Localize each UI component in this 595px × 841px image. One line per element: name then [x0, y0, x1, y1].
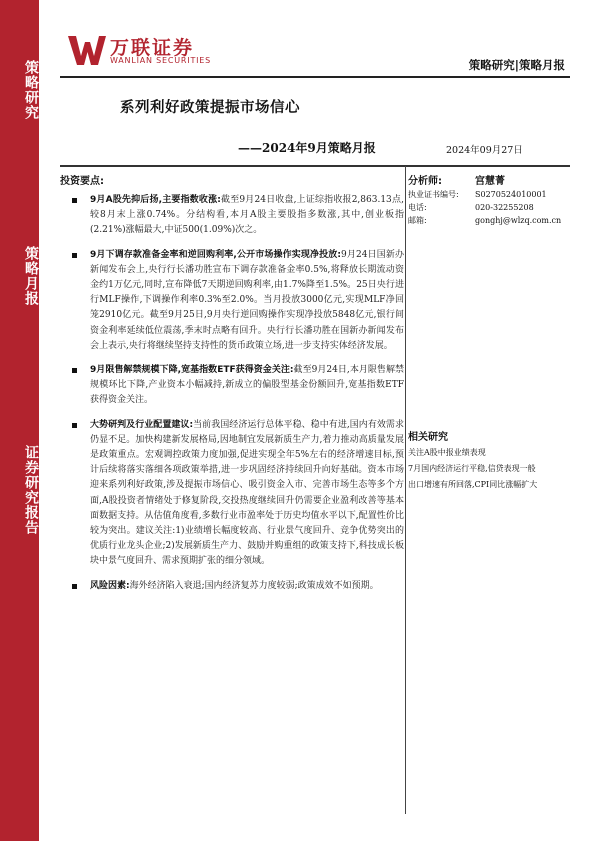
- analyst-info: [408, 172, 570, 227]
- company-logo: [68, 34, 228, 70]
- analyst-email-row: [408, 214, 570, 227]
- related-item[interactable]: 关注A股中报业绩表现: [408, 448, 486, 457]
- cert-value: S0270524010001: [475, 190, 547, 199]
- sidebar: [0, 0, 39, 841]
- point-text: 海外经济陷入衰退;国内经济复苏力度较弱;政策成效不如预期。: [129, 580, 379, 591]
- analyst-name: 宫慧菁: [475, 176, 505, 187]
- phone-value: 020-32255208: [475, 203, 534, 212]
- sidebar-label-strategy-research: 策略研究: [23, 60, 39, 120]
- column-divider: [405, 166, 406, 814]
- email-label: 邮箱:: [408, 216, 427, 225]
- bullet-icon: [72, 253, 77, 258]
- logo-chinese-name: 万联证券: [110, 37, 195, 59]
- point-text: 截至9月24日收盘,上证综指收报2,863.13点,较8月末上涨0.74%。分结构看,本月A股主要股指多数涨,其中,创业板指(2.21%)涨幅最大,中证500(1.09%)次之。: [90, 195, 404, 236]
- point-text: 截至9月24日,本月限售解禁规模环比下降,产业资本小幅减持,新成立的偏股型基金份额回升,宽基指数ETF获得资金关注。: [90, 365, 404, 406]
- phone-label: 电话:: [408, 203, 427, 212]
- report-type: 策略研究|策略月报: [468, 58, 565, 72]
- point-text: 当前我国经济运行总体平稳、稳中有进,国内有效需求仍显不足。加快构建新发展格局,因地制宜发展新质生产力,着力推动高质量发展是政策重点。宏观调控政策力度加强,促进实现全年5%左右的经济增速目标,预计后续将落实落细各项政策举措,进一步巩固经济持续回升向好基础。资本市场迎来系列利好政策,涉及提振市场信心、吸引资金入市、完善市场生态等多个方面,A股投资者情绪处于修复阶段,交投热度继续回升仍需要企业盈利改善等基本面数据支持。从估值角度看,多数行业市盈率处于历史均值水平以下,配置性价比较为突出。建议关注:1)业绩增长幅度较高、行业景气度回升、竞争优势突出的优质行业龙头企业;2)发展新质生产力、鼓励并购重组的政策支持下,科技成长板块中景气度回升、需求预期扩张的细分领域。: [90, 419, 404, 567]
- point-lead: 9月下调存款准备金率和逆回购利率,公开市场操作实现净投放:: [90, 249, 342, 260]
- related-item[interactable]: 7月国内经济运行平稳,信贷表现一般: [408, 464, 536, 473]
- sidebar-label-monthly-report: 策略月报: [23, 246, 39, 306]
- analyst-cert-row: [408, 188, 570, 201]
- logo-english-name: WANLIAN SECURITIES: [110, 56, 212, 65]
- report-subtitle: ——2024年9月策略月报: [238, 141, 376, 155]
- list-item: [60, 418, 404, 570]
- analyst-phone-row: [408, 201, 570, 214]
- list-item: [60, 363, 404, 409]
- title-divider: [60, 165, 570, 167]
- wanlian-logo-icon: [68, 34, 106, 66]
- bullet-icon: [72, 423, 77, 428]
- sidebar-label-securities-research: 证券研究报告: [23, 445, 39, 535]
- list-item: [60, 579, 404, 594]
- list-item: [60, 193, 404, 239]
- email-link[interactable]: gonghj@wlzq.com.cn: [475, 216, 562, 225]
- key-points-heading: 投资要点:: [60, 176, 104, 187]
- header-divider: [60, 76, 570, 78]
- cert-label: 执业证书编号:: [408, 190, 459, 199]
- analyst-label: 分析师:: [408, 176, 442, 187]
- point-lead: 大势研判及行业配置建议:: [90, 419, 194, 430]
- bullet-icon: [72, 368, 77, 373]
- list-item: [60, 248, 404, 354]
- point-text: 9月24日国新办新闻发布会上,央行行长潘功胜宣布下调存款准备金率0.5%,将释放长期流动资金约1万亿元,同时,宣布降低7天期逆回购利率,由1.7%降至1.5%。25日央行进行MLF操作,下调操作利率0.3%至2.0%。当月投放3000亿元,实现MLF净回笼2910亿元。截至9月25日,9月央行逆回购操作实现净投放5848亿元,银行间资金利率延续低位震荡,季末时点略有回升。央行行长潘功胜在国新办新闻发布会上表示,央行将继续坚持支持性的货币政策立场,进一步支持实体经济发展。: [90, 249, 404, 351]
- related-heading: 相关研究: [408, 432, 448, 443]
- key-points-section: [60, 172, 404, 603]
- bullet-icon: [72, 198, 77, 203]
- point-lead: 风险因素:: [90, 580, 130, 591]
- point-lead: 9月限售解禁规模下降,宽基指数ETF获得资金关注:: [90, 365, 294, 376]
- report-date: 2024年09月27日: [446, 145, 523, 156]
- analyst-name-row: [408, 172, 570, 186]
- report-title: 系列利好政策提振市场信心: [120, 100, 300, 116]
- related-research: [408, 428, 570, 493]
- related-item[interactable]: 出口增速有所回落,CPI同比涨幅扩大: [408, 480, 538, 489]
- key-points-list: [60, 193, 404, 594]
- bullet-icon: [72, 584, 77, 589]
- point-lead: 9月A股先抑后扬,主要指数收涨:: [90, 195, 221, 205]
